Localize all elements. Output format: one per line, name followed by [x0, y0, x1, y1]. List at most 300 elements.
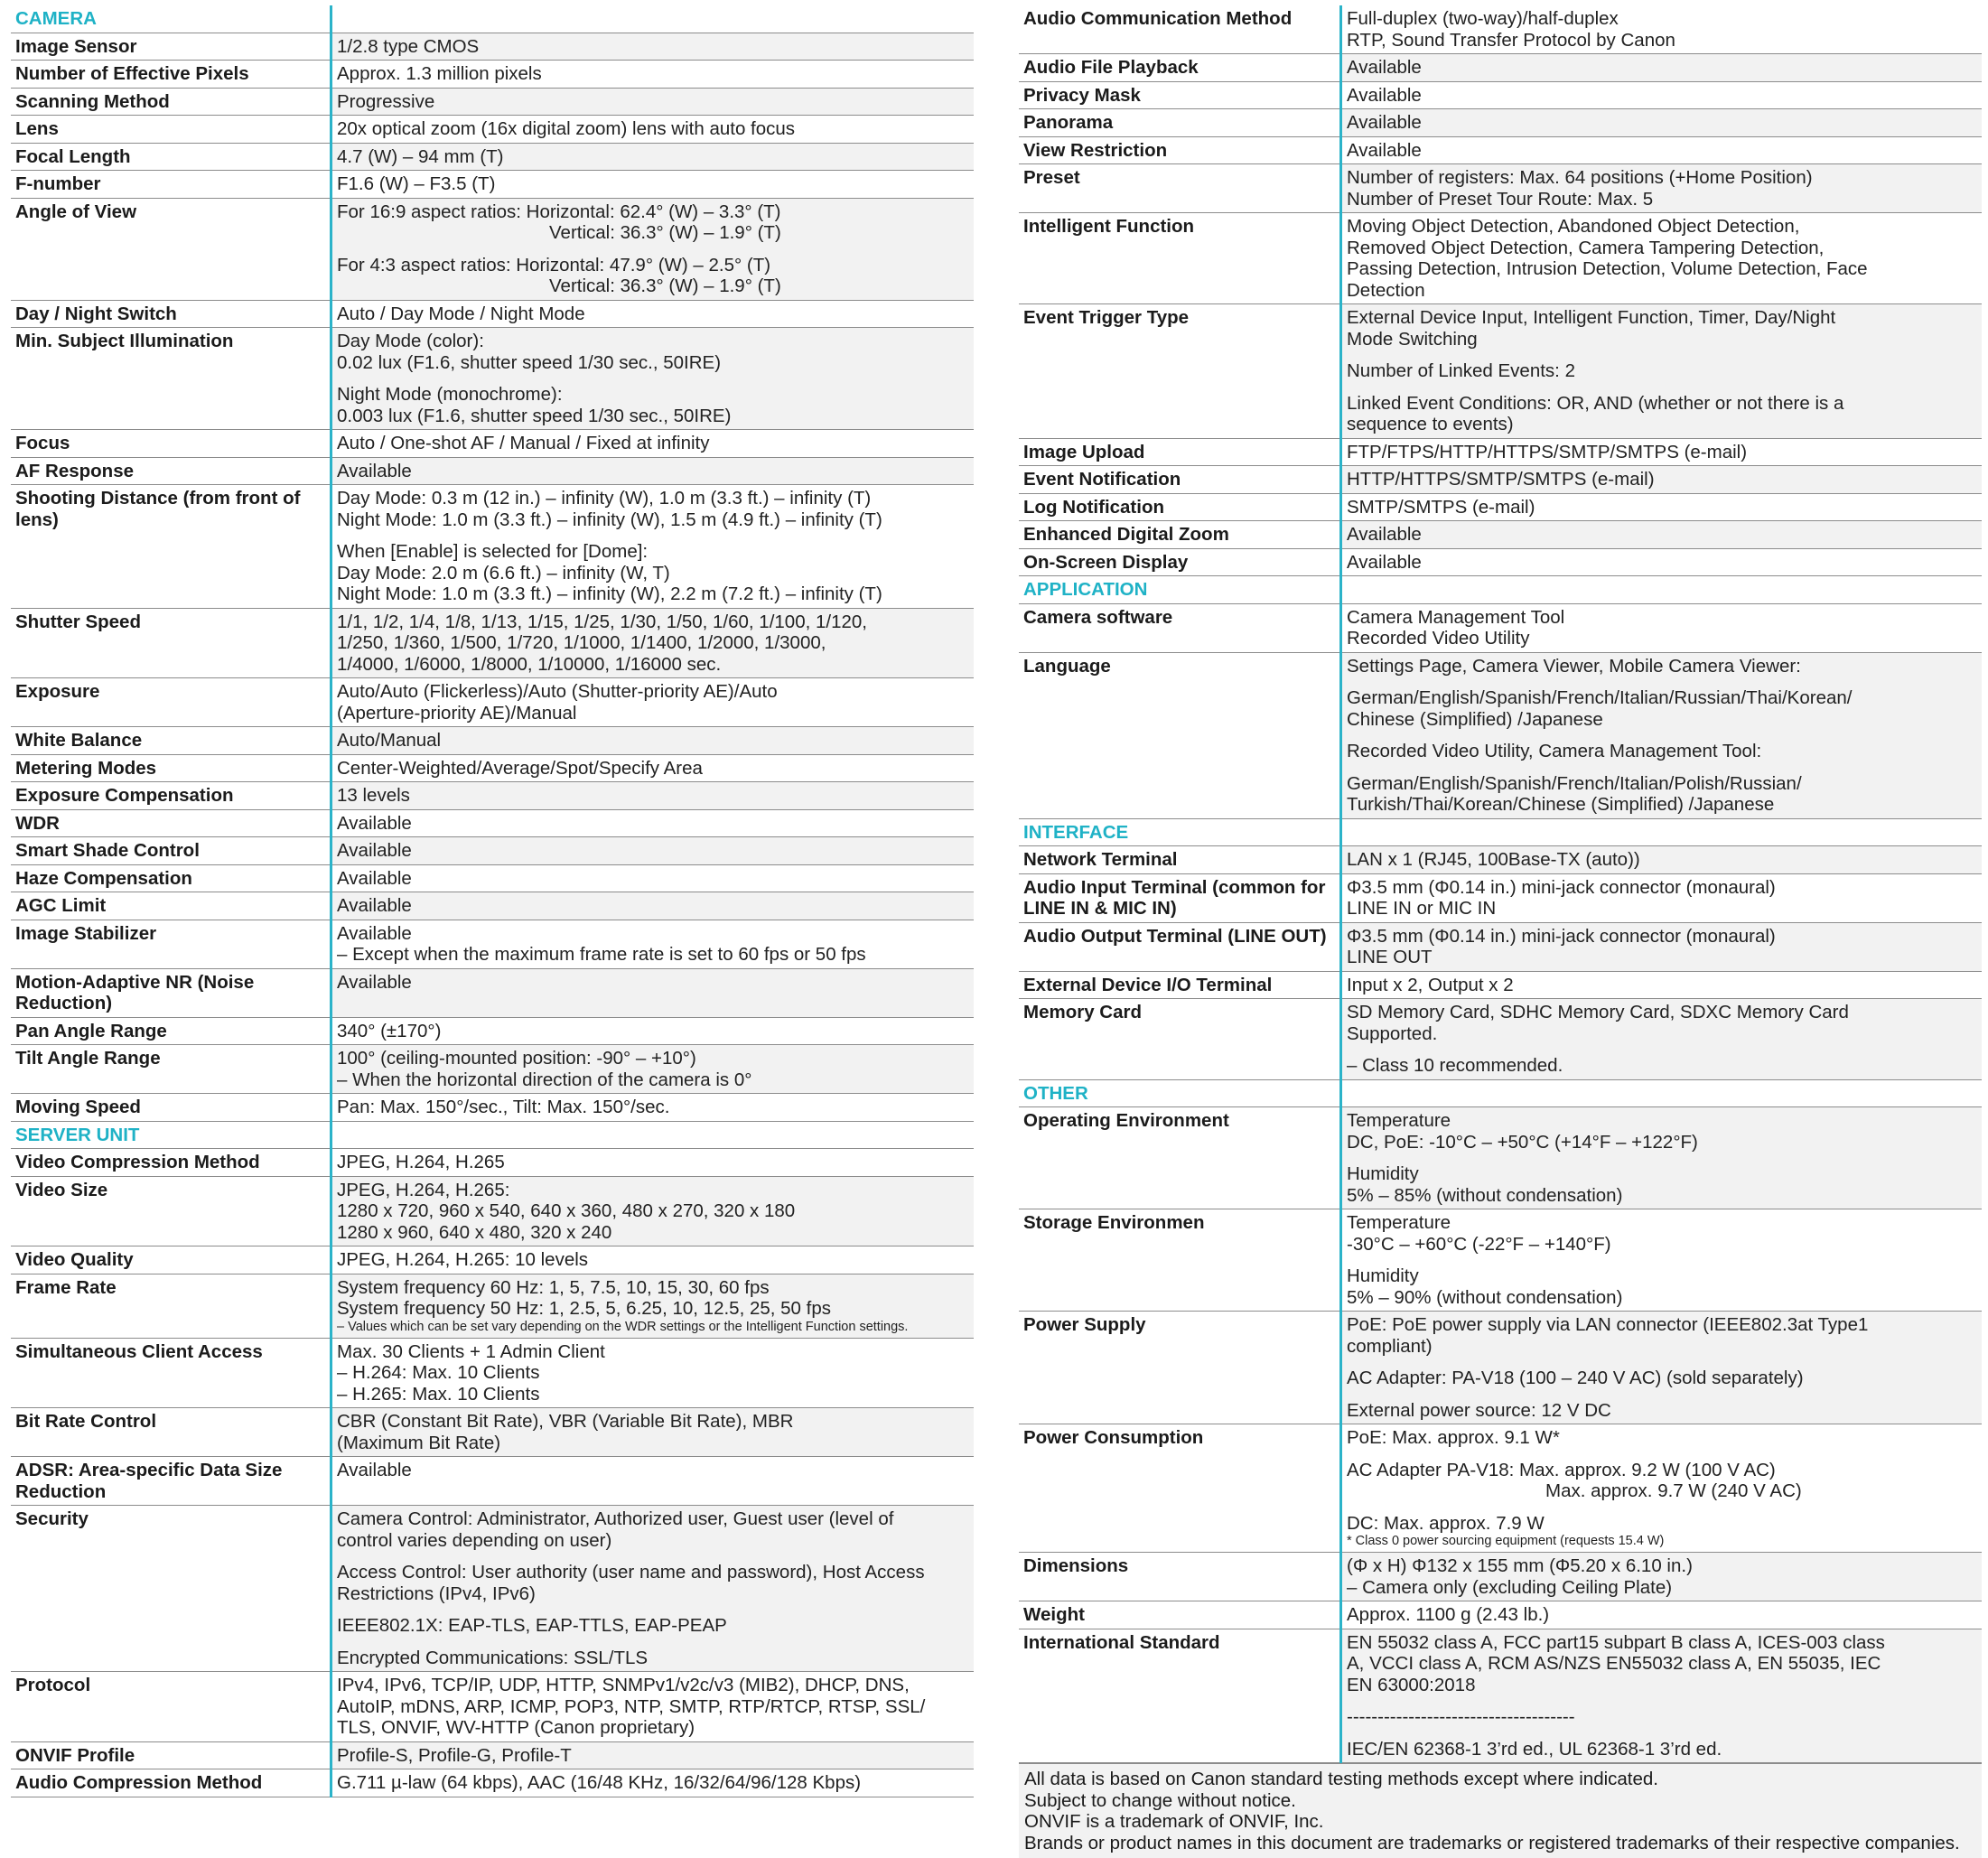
value-line: sequence to events)	[1347, 414, 1514, 434]
spec-row	[11, 1017, 974, 1045]
spec-value	[1341, 213, 1983, 304]
spec-label: Intelligent Function	[1019, 213, 1341, 304]
value-line: 5% – 90% (without condensation)	[1347, 1286, 1623, 1308]
value-group	[337, 972, 966, 994]
value-line: Access Control: User authority (user name and password), Host Access	[337, 1562, 925, 1583]
value-line: Mode Switching	[1347, 328, 1478, 350]
spec-row	[11, 171, 974, 199]
value-group	[337, 91, 966, 113]
value-line: Available	[1347, 551, 1422, 573]
spec-row	[11, 300, 974, 328]
spec-value	[331, 1274, 975, 1338]
spec-label: Shooting Distance (from front of lens)	[11, 485, 331, 609]
spec-value	[331, 1506, 975, 1672]
value-line: Available	[337, 922, 412, 944]
spec-row	[11, 1149, 974, 1177]
value-line: Full-duplex (two-way)/half-duplex	[1347, 8, 1619, 29]
value-line: When [Enable] is selected for [Dome]:	[337, 541, 649, 562]
value-line: AutoIP, mDNS, ARP, ICMP, POP3, NTP, SMTP, RTP/RTCP, RTSP, SSL/	[337, 1695, 926, 1717]
spec-label: Audio Input Terminal (common for LINE IN & MIC IN)	[1019, 873, 1341, 922]
spec-value	[331, 457, 975, 485]
spec-row	[11, 33, 974, 61]
value-line: Humidity	[1347, 1265, 1419, 1286]
value-group	[1347, 307, 1974, 350]
value-line: Vertical: 36.3° (W) – 1.9° (T)	[549, 222, 781, 243]
value-group	[1347, 552, 1974, 574]
value-line: System frequency 50 Hz: 1, 2.5, 5, 6.25, 10, 12.5, 25, 50 fps	[337, 1298, 831, 1319]
value-group	[1347, 1427, 1974, 1449]
value-line: Recorded Video Utility, Camera Management Tool:	[1347, 741, 1762, 761]
value-line: LINE IN or MIC IN	[1347, 898, 1497, 919]
spec-value	[331, 1769, 975, 1797]
spec-label: Day / Night Switch	[11, 300, 331, 328]
value-group	[1347, 216, 1974, 301]
value-line: EN 63000:2018	[1347, 1674, 1476, 1695]
spec-row	[11, 61, 974, 89]
footer-line: Subject to change without notice.	[1024, 1789, 1296, 1811]
value-group	[1347, 497, 1974, 518]
value-line: Available	[1347, 84, 1422, 106]
value-group	[1347, 773, 1974, 816]
value-line: LAN x 1 (RJ45, 100Base-TX (auto))	[1347, 849, 1640, 870]
value-line: Night Mode (monochrome):	[337, 384, 563, 405]
value-group	[337, 1460, 966, 1481]
value-line: JPEG, H.264, H.265:	[337, 1179, 510, 1200]
value-line: Settings Page, Camera Viewer, Mobile Camera Viewer:	[1347, 655, 1801, 677]
value-line: TLS, ONVIF, WV-HTTP (Canon proprietary)	[337, 1717, 695, 1738]
spec-row	[1019, 971, 1982, 999]
value-group	[337, 1508, 966, 1551]
spec-value	[1341, 971, 1983, 999]
spec-value	[331, 1672, 975, 1742]
value-group	[1347, 140, 1974, 162]
spec-value	[1341, 493, 1983, 521]
spec-row	[1019, 1629, 1982, 1763]
spec-label: Moving Speed	[11, 1094, 331, 1122]
value-group	[337, 612, 966, 676]
spec-value	[331, 608, 975, 678]
value-group	[1347, 687, 1974, 730]
spec-label: Preset	[1019, 164, 1341, 213]
spec-row	[11, 754, 974, 782]
spec-row	[1019, 81, 1982, 109]
value-line: Available	[337, 867, 412, 889]
value-group	[1347, 1513, 1974, 1535]
value-line: Approx. 1100 g (2.43 lb.)	[1347, 1604, 1550, 1625]
spec-row	[11, 1246, 974, 1274]
value-line: 1/2.8 type CMOS	[337, 35, 480, 57]
value-line: Auto / Day Mode / Night Mode	[337, 303, 585, 324]
spec-row	[1019, 521, 1982, 549]
value-line: – Camera only (excluding Ceiling Plate)	[1347, 1576, 1673, 1598]
spec-row	[11, 485, 974, 609]
section-header-row	[1019, 576, 1982, 604]
spec-label: Lens	[11, 116, 331, 144]
spec-label: Protocol	[11, 1672, 331, 1742]
value-line: Camera Control: Administrator, Authorized user, Guest user (level of	[337, 1508, 894, 1529]
value-group	[337, 1048, 966, 1090]
spec-row	[11, 1274, 974, 1338]
spec-row	[11, 430, 974, 458]
value-group	[337, 1097, 966, 1118]
value-group	[337, 36, 966, 58]
spec-label: Privacy Mask	[1019, 81, 1341, 109]
value-line: Encrypted Communications: SSL/TLS	[337, 1647, 649, 1668]
value-line: Turkish/Thai/Korean/Chinese (Simplified) /Japanese	[1347, 794, 1775, 815]
spec-row	[11, 143, 974, 171]
spec-label: ONVIF Profile	[11, 1741, 331, 1769]
spec-label: Exposure	[11, 678, 331, 727]
value-line: (Φ x H) Φ132 x 155 mm (Φ5.20 x 6.10 in.)	[1347, 1555, 1693, 1576]
spec-row	[1019, 1107, 1982, 1209]
value-footnote: * Class 0 power sourcing equipment (requests 15.4 W)	[1347, 1534, 1665, 1548]
value-line: SD Memory Card, SDHC Memory Card, SDXC Memory Card	[1347, 1002, 1849, 1022]
spec-row	[11, 1769, 974, 1797]
spec-label: Security	[11, 1506, 331, 1672]
footer-line: All data is based on Canon standard testing methods except where indicated.	[1024, 1769, 1658, 1789]
value-group	[1347, 360, 1974, 382]
spec-row	[11, 1506, 974, 1672]
spec-label: F-number	[11, 171, 331, 199]
value-group	[337, 63, 966, 85]
value-line: Input x 2, Output x 2	[1347, 974, 1514, 995]
spec-label: White Balance	[11, 727, 331, 755]
spec-value	[331, 968, 975, 1017]
spec-value	[1341, 1601, 1983, 1629]
spec-label: Video Quality	[11, 1246, 331, 1274]
section-title: CAMERA	[11, 5, 331, 33]
value-line: Profile-S, Profile-G, Profile-T	[337, 1744, 572, 1766]
spec-row	[11, 920, 974, 968]
value-group	[337, 118, 966, 140]
spec-row	[11, 782, 974, 810]
spec-row	[11, 457, 974, 485]
value-line: -30°C – +60°C (-22°F – +140°F)	[1347, 1233, 1611, 1255]
value-group	[1347, 1400, 1974, 1422]
spec-value	[331, 88, 975, 116]
value-group	[337, 173, 966, 195]
spec-value	[331, 920, 975, 968]
spec-value	[331, 171, 975, 199]
spec-row	[11, 1338, 974, 1408]
value-line: HTTP/HTTPS/SMTP/SMTPS (e-mail)	[1347, 469, 1655, 490]
section-title: APPLICATION	[1019, 576, 1341, 604]
spec-label: Dimensions	[1019, 1553, 1341, 1601]
spec-row	[1019, 1209, 1982, 1312]
value-group	[337, 1411, 966, 1453]
spec-label: ADSR: Area-specific Data Size Reduction	[11, 1457, 331, 1506]
value-group	[1347, 1163, 1974, 1206]
spec-value	[331, 328, 975, 430]
spec-row	[1019, 304, 1982, 439]
section-blank	[331, 5, 975, 33]
spec-value	[331, 678, 975, 727]
value-line: 5% – 85% (without condensation)	[1347, 1184, 1623, 1206]
spec-value	[331, 116, 975, 144]
value-line: Available	[337, 895, 412, 916]
spec-value	[331, 485, 975, 609]
value-line: SMTP/SMTPS (e-mail)	[1347, 496, 1535, 518]
value-group	[337, 201, 966, 244]
value-group	[337, 255, 966, 297]
value-group	[1347, 849, 1974, 871]
value-group	[1347, 1604, 1974, 1626]
spec-label: Smart Shade Control	[11, 837, 331, 865]
value-group	[337, 813, 966, 835]
value-line: RTP, Sound Transfer Protocol by Canon	[1347, 29, 1675, 51]
spec-value	[1341, 136, 1983, 164]
spec-value	[1341, 846, 1983, 874]
spec-row	[1019, 873, 1982, 922]
value-line: Humidity	[1347, 1163, 1419, 1184]
spec-label: Language	[1019, 652, 1341, 818]
value-line: Chinese (Simplified) /Japanese	[1347, 708, 1603, 730]
spec-value	[331, 754, 975, 782]
value-line: Auto/Auto (Flickerless)/Auto (Shutter-priority AE)/Auto	[337, 681, 778, 702]
value-group	[337, 433, 966, 454]
spec-row	[11, 88, 974, 116]
spec-value	[331, 1408, 975, 1457]
value-group	[337, 1249, 966, 1271]
section-title: OTHER	[1019, 1079, 1341, 1107]
value-line: Vertical: 36.3° (W) – 1.9° (T)	[549, 275, 781, 296]
spec-label: Power Consumption	[1019, 1424, 1341, 1553]
value-line: 1/1, 1/2, 1/4, 1/8, 1/13, 1/15, 1/25, 1/30, 1/50, 1/60, 1/100, 1/120,	[337, 611, 867, 632]
value-group	[337, 785, 966, 807]
spec-value	[1341, 1107, 1983, 1209]
spec-value	[1341, 304, 1983, 439]
value-group	[337, 1648, 966, 1669]
spec-value	[331, 727, 975, 755]
spec-value	[331, 143, 975, 171]
spec-label: Event Notification	[1019, 466, 1341, 494]
spec-label: Event Trigger Type	[1019, 304, 1341, 439]
spec-row	[11, 116, 974, 144]
spec-value	[1341, 1312, 1983, 1424]
value-group	[1347, 1314, 1974, 1357]
value-line: Temperature	[1347, 1110, 1451, 1131]
spec-row	[11, 727, 974, 755]
value-group	[337, 1745, 966, 1767]
value-group	[337, 1152, 966, 1173]
value-line: Temperature	[1347, 1212, 1451, 1233]
value-line: compliant)	[1347, 1335, 1433, 1357]
value-group	[1347, 607, 1974, 649]
value-line: Pan: Max. 150°/sec., Tilt: Max. 150°/sec.	[337, 1097, 670, 1117]
spec-label: Enhanced Digital Zoom	[1019, 521, 1341, 549]
value-group	[337, 1021, 966, 1042]
spec-row	[1019, 548, 1982, 576]
value-group	[337, 730, 966, 752]
section-blank	[1341, 1079, 1983, 1107]
spec-value	[331, 430, 975, 458]
value-group	[337, 384, 966, 426]
value-line: 1280 x 720, 960 x 540, 640 x 360, 480 x 270, 320 x 180	[337, 1200, 796, 1221]
value-line: EN 55032 class A, FCC part15 subpart B class A, ICES-003 class	[1347, 1631, 1885, 1653]
spec-row	[11, 1176, 974, 1246]
spec-row	[1019, 1312, 1982, 1424]
spec-value	[331, 1176, 975, 1246]
value-group	[1347, 393, 1974, 435]
spec-value	[331, 1338, 975, 1408]
value-line: For 4:3 aspect ratios: Horizontal: 47.9° (W) – 2.5° (T)	[337, 254, 771, 275]
value-group	[337, 488, 966, 530]
value-group	[337, 146, 966, 168]
value-line: Number of Preset Tour Route: Max. 5	[1347, 188, 1654, 210]
spec-value	[1341, 109, 1983, 137]
spec-label: Bit Rate Control	[11, 1408, 331, 1457]
value-line: F1.6 (W) – F3.5 (T)	[337, 173, 496, 194]
spec-value	[1341, 1553, 1983, 1601]
value-line: 1/4000, 1/6000, 1/8000, 1/10000, 1/16000 sec.	[337, 653, 722, 675]
value-line: Available	[337, 840, 412, 861]
spec-label: Focal Length	[11, 143, 331, 171]
spec-row	[11, 1672, 974, 1742]
value-line: Linked Event Conditions: OR, AND (whether or not there is a	[1347, 392, 1844, 414]
value-line: 1280 x 960, 640 x 480, 320 x 240	[337, 1221, 612, 1243]
value-line: Available	[337, 812, 412, 834]
spec-label: Log Notification	[1019, 493, 1341, 521]
value-line: control varies depending on user)	[337, 1529, 612, 1551]
value-line: -------------------------------------	[1347, 1706, 1575, 1727]
spec-label: Shutter Speed	[11, 608, 331, 678]
spec-row	[11, 864, 974, 892]
spec-label: Focus	[11, 430, 331, 458]
spec-label: Audio Compression Method	[11, 1769, 331, 1797]
value-line: Available	[1347, 524, 1422, 545]
value-line: (Maximum Bit Rate)	[337, 1432, 501, 1453]
value-line: Number of Linked Events: 2	[1347, 360, 1575, 381]
spec-row	[11, 1457, 974, 1506]
section-blank	[1341, 576, 1983, 604]
value-group	[1347, 926, 1974, 968]
value-group	[1347, 1055, 1974, 1077]
spec-value	[331, 198, 975, 300]
spec-value	[331, 864, 975, 892]
spec-value	[331, 1149, 975, 1177]
value-group	[1347, 1739, 1974, 1760]
spec-label: View Restriction	[1019, 136, 1341, 164]
value-line: IEEE802.1X: EAP-TLS, EAP-TTLS, EAP-PEAP	[337, 1615, 727, 1636]
value-group	[1347, 85, 1974, 107]
value-group	[337, 758, 966, 780]
spec-label: Image Stabilizer	[11, 920, 331, 968]
value-line: Day Mode: 2.0 m (6.6 ft.) – infinity (W, T)	[337, 562, 670, 584]
left-spec-column	[11, 5, 974, 1797]
spec-row	[11, 198, 974, 300]
section-header-row	[11, 5, 974, 33]
spec-label: External Device I/O Terminal	[1019, 971, 1341, 999]
value-line: – When the horizontal direction of the camera is 0°	[337, 1069, 752, 1090]
spec-row	[1019, 493, 1982, 521]
spec-label: Scanning Method	[11, 88, 331, 116]
spec-row	[1019, 466, 1982, 494]
value-line: Supported.	[1347, 1022, 1438, 1044]
spec-row	[11, 968, 974, 1017]
value-group	[1347, 1265, 1974, 1308]
spec-row	[1019, 1424, 1982, 1553]
section-header-row	[1019, 818, 1982, 846]
value-line: Day Mode: 0.3 m (12 in.) – infinity (W), 1.0 m (3.3 ft.) – infinity (T)	[337, 488, 872, 509]
value-line: AC Adapter PA-V18: Max. approx. 9.2 W (100 V AC)	[1347, 1459, 1776, 1480]
value-line: System frequency 60 Hz: 1, 5, 7.5, 10, 15, 30, 60 fps	[337, 1276, 770, 1298]
spec-label: International Standard	[1019, 1629, 1341, 1763]
spec-label: Angle of View	[11, 198, 331, 300]
value-group	[337, 1341, 966, 1405]
value-line: DC: Max. approx. 7.9 W	[1347, 1512, 1545, 1534]
spec-value	[331, 809, 975, 837]
spec-row	[11, 1045, 974, 1094]
value-line: G.711 µ-law (64 kbps), AAC (16/48 KHz, 16/32/64/96/128 Kbps)	[337, 1772, 862, 1793]
spec-label: Number of Effective Pixels	[11, 61, 331, 89]
value-line: FTP/FTPS/HTTP/HTTPS/SMTP/SMTPS (e-mail)	[1347, 441, 1748, 462]
spec-row	[1019, 999, 1982, 1080]
spec-value	[331, 1094, 975, 1122]
value-group	[1347, 1110, 1974, 1153]
value-group	[337, 303, 966, 325]
value-group	[1347, 57, 1974, 79]
value-group	[337, 1562, 966, 1604]
spec-value	[1341, 603, 1983, 652]
footer-line: Brands or product names in this document are trademarks or registered trademarks of their respective companies.	[1024, 1832, 1960, 1853]
value-group	[337, 331, 966, 373]
value-line: – H.265: Max. 10 Clients	[337, 1383, 540, 1405]
value-group	[1347, 1555, 1974, 1598]
right-spec-table	[1019, 5, 1982, 1763]
spec-row	[11, 1094, 974, 1122]
value-line: Available	[337, 460, 412, 481]
spec-value	[1341, 54, 1983, 82]
section-blank	[331, 1121, 975, 1149]
spec-row	[1019, 922, 1982, 971]
spec-value	[331, 1457, 975, 1506]
value-line: Approx. 1.3 million pixels	[337, 63, 542, 84]
spec-value	[331, 837, 975, 865]
value-group	[1347, 1706, 1974, 1728]
value-line: Progressive	[337, 90, 435, 112]
footer-line: ONVIF is a trademark of ONVIF, Inc.	[1024, 1811, 1324, 1832]
value-line: A, VCCI class A, RCM AS/NZS EN55032 class A, EN 55035, IEC	[1347, 1653, 1881, 1674]
spec-row	[1019, 164, 1982, 213]
value-group	[337, 1772, 966, 1794]
spec-row	[1019, 846, 1982, 874]
spec-value	[331, 1017, 975, 1045]
spec-value	[1341, 873, 1983, 922]
spec-value	[331, 1246, 975, 1274]
spec-value	[331, 61, 975, 89]
spec-value	[1341, 652, 1983, 818]
value-line: External power source: 12 V DC	[1347, 1399, 1611, 1421]
spec-label: Image Sensor	[11, 33, 331, 61]
spec-value	[331, 1741, 975, 1769]
value-group	[337, 681, 966, 724]
value-line: Night Mode: 1.0 m (3.3 ft.) – infinity (W), 1.5 m (4.9 ft.) – infinity (T)	[337, 509, 882, 530]
value-line: 100° (ceiling-mounted position: -90° – +10°)	[337, 1048, 696, 1069]
spec-value	[331, 33, 975, 61]
spec-label: Frame Rate	[11, 1274, 331, 1338]
spec-label: Image Upload	[1019, 438, 1341, 466]
value-line: Number of registers: Max. 64 positions (+Home Position)	[1347, 167, 1813, 188]
spec-label: Haze Compensation	[11, 864, 331, 892]
value-line: Available	[1347, 112, 1422, 133]
value-group	[337, 923, 966, 966]
spec-value	[1341, 999, 1983, 1080]
spec-label: Exposure Compensation	[11, 782, 331, 810]
value-group	[1347, 167, 1974, 210]
value-group	[1347, 112, 1974, 134]
value-line: Available	[1347, 57, 1422, 78]
value-line: – H.264: Max. 10 Clients	[337, 1362, 540, 1383]
